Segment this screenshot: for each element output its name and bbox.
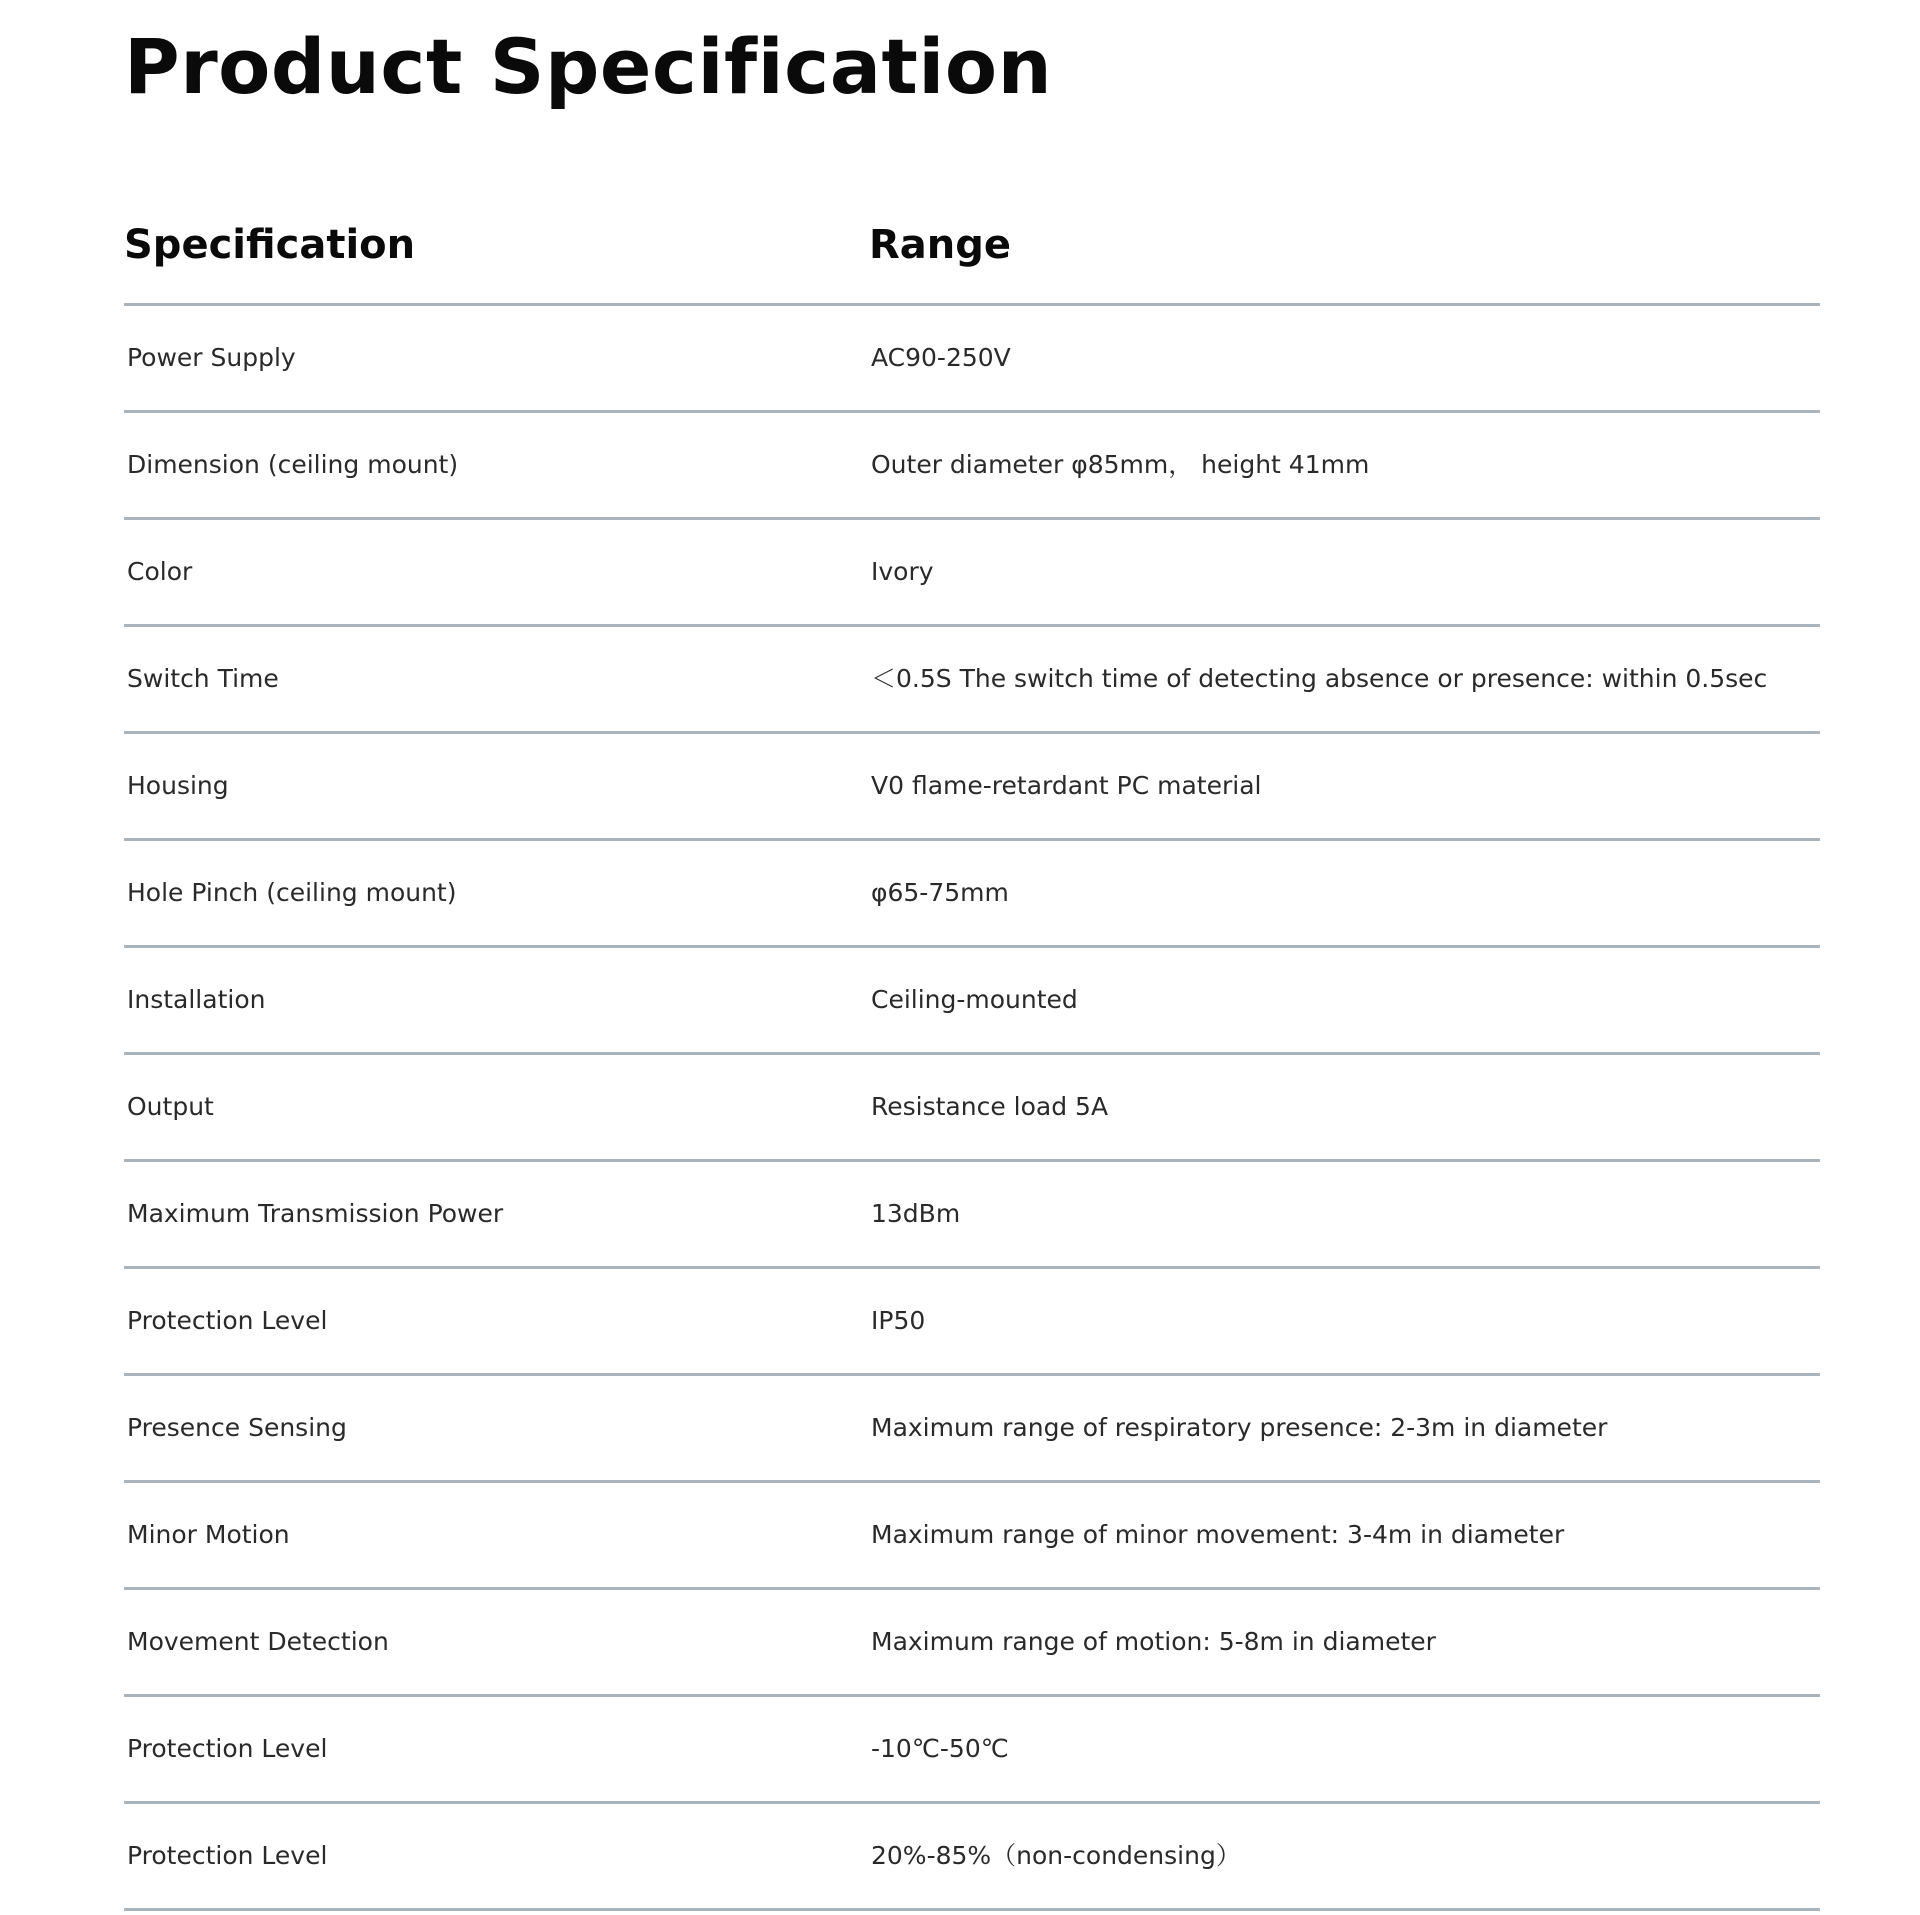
spec-range-cell: Ivory (871, 557, 934, 586)
spec-range-cell: 13dBm (871, 1199, 961, 1228)
spec-range-cell: φ65-75mm (871, 878, 1009, 907)
spec-name-cell: Output (127, 1092, 214, 1121)
spec-range-cell: Maximum range of respiratory presence: 2-3m in diameter (871, 1413, 1608, 1442)
spec-range-cell: Maximum range of minor movement: 3-4m in diameter (871, 1520, 1565, 1549)
column-header-range: Range (869, 222, 1012, 268)
table-row (124, 413, 1820, 520)
table-row (124, 520, 1820, 627)
spec-name-cell: Protection Level (127, 1734, 328, 1763)
table-row (124, 627, 1820, 734)
spec-name-cell: Maximum Transmission Power (127, 1199, 504, 1228)
table-row (124, 1483, 1820, 1590)
spec-name-cell: Protection Level (127, 1841, 328, 1870)
spec-range-cell: Resistance load 5A (871, 1092, 1109, 1121)
table-row (124, 734, 1820, 841)
table-row (124, 948, 1820, 1055)
table-row (124, 1697, 1820, 1804)
spec-range-cell: 20%-85%（non-condensing） (871, 1841, 1241, 1870)
spec-name-cell: Installation (127, 985, 266, 1014)
spec-range-cell: ＜0.5S The switch time of detecting absence or presence: within 0.5sec (871, 664, 1768, 693)
table-row (124, 1269, 1820, 1376)
spec-name-cell: Presence Sensing (127, 1413, 347, 1442)
table-row (124, 1376, 1820, 1483)
column-header-specification: Specification (124, 222, 416, 268)
table-row (124, 1162, 1820, 1269)
spec-range-cell: Outer diameter φ85mm， height 41mm (871, 450, 1370, 479)
spec-name-cell: Dimension (ceiling mount) (127, 450, 459, 479)
table-row (124, 1590, 1820, 1697)
spec-range-cell: IP50 (871, 1306, 926, 1335)
spec-name-cell: Switch Time (127, 664, 279, 693)
spec-range-cell: AC90-250V (871, 343, 1011, 372)
spec-range-cell: Maximum range of motion: 5-8m in diameter (871, 1627, 1436, 1656)
spec-name-cell: Color (127, 557, 193, 586)
specification-table (124, 200, 1820, 1911)
table-header-row (124, 200, 1820, 306)
spec-range-cell: V0 flame-retardant PC material (871, 771, 1262, 800)
spec-range-cell: Ceiling-mounted (871, 985, 1078, 1014)
spec-name-cell: Power Supply (127, 343, 296, 372)
spec-name-cell: Minor Motion (127, 1520, 290, 1549)
spec-range-cell: -10℃-50℃ (871, 1734, 1009, 1763)
spec-name-cell: Protection Level (127, 1306, 328, 1335)
spec-name-cell: Housing (127, 771, 229, 800)
table-row (124, 306, 1820, 413)
table-row (124, 841, 1820, 948)
page-title: Product Specification (124, 22, 1053, 111)
table-row (124, 1055, 1820, 1162)
spec-name-cell: Hole Pinch (ceiling mount) (127, 878, 457, 907)
spec-name-cell: Movement Detection (127, 1627, 389, 1656)
table-row (124, 1804, 1820, 1911)
